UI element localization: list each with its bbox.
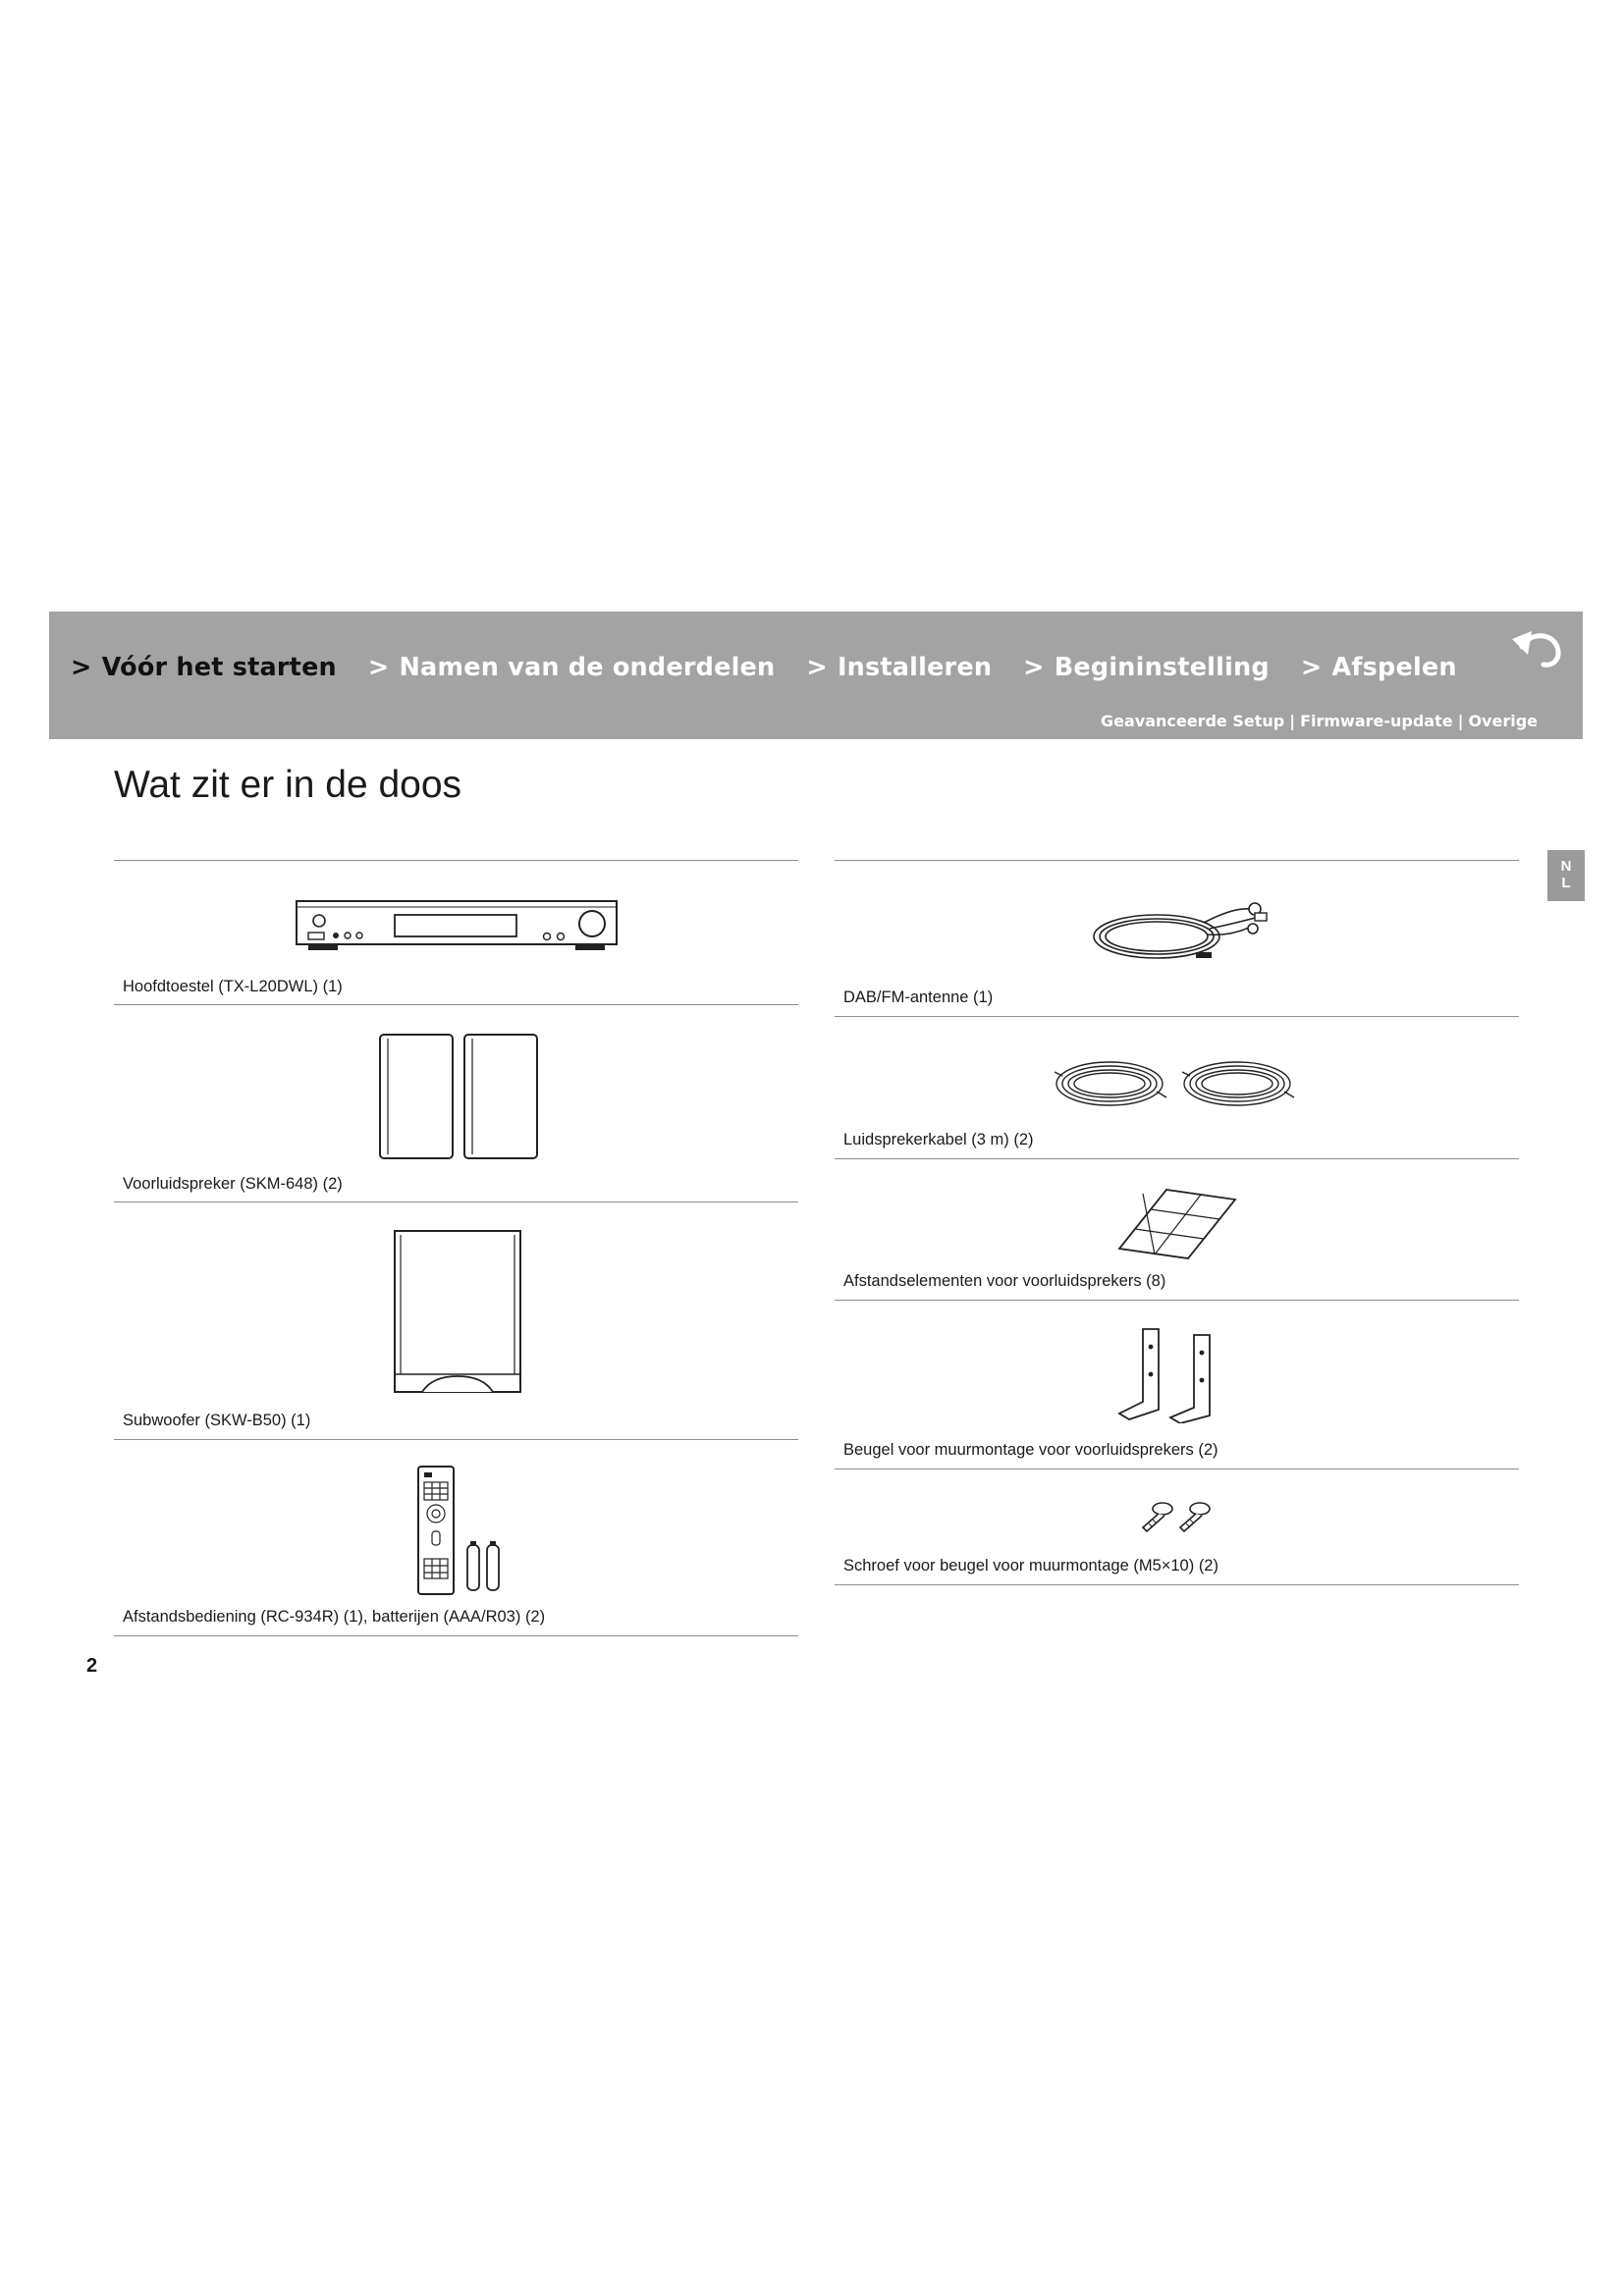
item-label: Schroef voor beugel voor muurmontage (M5×10) (2) (843, 1557, 1218, 1575)
link-geavanceerde-setup[interactable]: Geavanceerde Setup (1101, 712, 1285, 730)
tab-label: Begininstelling (1054, 653, 1270, 682)
spacer-sheet-icon (1117, 1188, 1237, 1260)
divider (835, 1468, 1519, 1469)
nav-tabs (71, 653, 1489, 682)
separator: | (1457, 712, 1464, 730)
tab-afspelen[interactable] (1301, 653, 1457, 682)
tab-label: Installeren (837, 653, 993, 682)
wall-bracket-icon (1115, 1325, 1233, 1423)
divider (835, 1584, 1519, 1585)
item-label: DAB/FM-antenne (1) (843, 988, 994, 1006)
divider (114, 1004, 798, 1005)
chevron-right-icon: > (806, 653, 828, 682)
chevron-right-icon: > (1300, 653, 1323, 682)
language-letter: N (1560, 858, 1572, 875)
subwoofer-icon (393, 1229, 522, 1396)
divider (114, 1201, 798, 1202)
tab-namen-van-de-onderdelen[interactable] (368, 653, 775, 682)
chevron-right-icon: > (1023, 653, 1045, 682)
tab-voor-het-starten[interactable] (71, 653, 337, 682)
item-label: Hoofdtoestel (TX-L20DWL) (1) (123, 978, 343, 995)
item-label: Afstandsbediening (RC-934R) (1), batterijen (AAA/R03) (2) (123, 1608, 546, 1626)
page-title: Wat zit er in de doos (114, 764, 462, 806)
divider (835, 1158, 1519, 1159)
antenna-icon (1086, 893, 1272, 972)
remote-and-batteries-icon (416, 1465, 526, 1598)
link-overige[interactable]: Overige (1468, 712, 1538, 730)
receiver-icon (295, 893, 621, 956)
chevron-right-icon: > (71, 653, 92, 682)
back-arrow-icon[interactable] (1510, 625, 1563, 670)
tab-begininstelling[interactable] (1023, 653, 1270, 682)
screw-icon (1135, 1500, 1218, 1533)
speaker-cable-icon (1053, 1054, 1300, 1113)
item-label: Beugel voor muurmontage voor voorluidsprekers (2) (843, 1441, 1218, 1459)
item-label: Afstandselementen voor voorluidsprekers (8) (843, 1272, 1166, 1290)
language-tab (1547, 850, 1585, 901)
tab-label: Namen van de onderdelen (399, 653, 776, 682)
item-label: Luidsprekerkabel (3 m) (2) (843, 1131, 1034, 1148)
chevron-right-icon: > (367, 653, 390, 682)
link-firmware-update[interactable]: Firmware-update (1300, 712, 1453, 730)
speakers-icon (378, 1033, 539, 1162)
tab-label: Afspelen (1331, 653, 1457, 682)
item-label: Voorluidspreker (SKM-648) (2) (123, 1175, 343, 1193)
tab-label: Vóór het starten (101, 653, 337, 682)
divider (114, 860, 798, 861)
page-number: 2 (86, 1655, 98, 1677)
item-label: Subwoofer (SKW-B50) (1) (123, 1412, 311, 1429)
sub-navigation (1101, 712, 1538, 730)
divider (114, 1439, 798, 1440)
divider (835, 860, 1519, 861)
divider (835, 1300, 1519, 1301)
navigation-bar (49, 612, 1583, 739)
separator: | (1289, 712, 1296, 730)
divider (835, 1016, 1519, 1017)
language-letter: L (1561, 875, 1571, 891)
divider (114, 1635, 798, 1636)
tab-installeren[interactable] (806, 653, 992, 682)
